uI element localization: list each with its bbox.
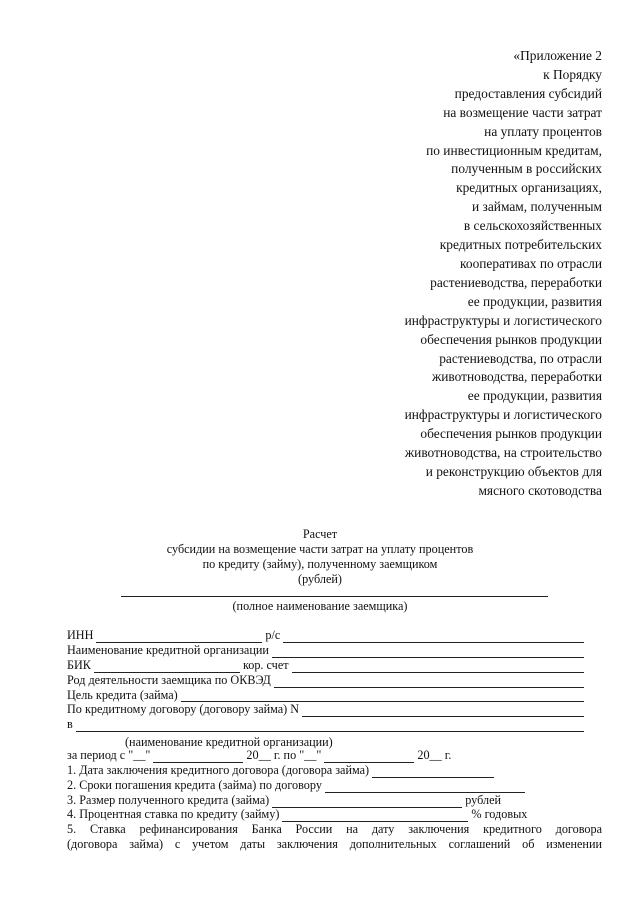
contract-row <box>67 702 587 717</box>
appendix-line: полученным в российских <box>451 161 602 177</box>
appendix-line: «Приложение 2 <box>513 48 602 63</box>
purpose-field[interactable] <box>181 690 584 702</box>
item-4-row <box>67 808 602 823</box>
inn-row <box>67 628 587 643</box>
item-2-label: 2. Сроки погашения кредита (займа) по договору <box>67 777 322 792</box>
item-1-row <box>67 763 602 778</box>
title-subtitle: субсидии на возмещение части затрат на уплату процентов <box>166 542 474 556</box>
item-5-line: 5. Ставка рефинансирования Банка России на дату заключения кредитного договора <box>67 822 602 837</box>
bank-field[interactable] <box>76 720 584 732</box>
appendix-line: кредитных организациях, <box>456 180 602 196</box>
contract-field[interactable] <box>302 705 584 717</box>
appendix-line: мясного скотоводства <box>478 482 602 498</box>
item-1-field[interactable] <box>372 766 494 778</box>
appendix-line: животноводства, переработки <box>431 369 602 385</box>
inn-field[interactable] <box>96 631 262 643</box>
purpose-label: Цель кредита (займа) <box>67 687 178 702</box>
bank-name-hint: (наименование кредитной организации) <box>125 735 333 749</box>
rs-label: р/с <box>265 627 281 642</box>
document-title <box>0 527 640 587</box>
appendix-header <box>332 47 602 501</box>
bik-field[interactable] <box>94 661 240 673</box>
appendix-line: в сельскохозяйственных <box>463 218 602 234</box>
kor-label: кор. счет <box>242 657 289 672</box>
bik-row <box>67 658 587 673</box>
appendix-line: кооперативах по отрасли <box>460 255 602 271</box>
appendix-line: растениеводства, переработки <box>430 274 602 290</box>
kor-field[interactable] <box>292 661 584 673</box>
calc-items <box>67 748 602 852</box>
item-4-label: 4. Процентная ставка по кредиту (займу) <box>67 807 280 822</box>
item-3-field[interactable] <box>272 796 462 808</box>
purpose-row <box>67 688 587 703</box>
inn-label: ИНН <box>67 627 94 642</box>
item-3-row <box>67 793 602 808</box>
appendix-line: растениеводства, по отрасли <box>439 350 602 366</box>
rs-field[interactable] <box>283 631 584 643</box>
period-row <box>67 748 602 763</box>
bank-name-row <box>67 643 587 658</box>
item-4-unit: % годовых <box>471 807 528 822</box>
appendix-line: предоставления субсидий <box>454 85 602 101</box>
period-end-month-field[interactable] <box>324 751 414 763</box>
title-subtitle: по кредиту (займу), полученному заемщиком <box>202 557 438 571</box>
appendix-line: обеспечения рынков продукции <box>420 426 602 442</box>
contract-label: По кредитному договору (договору займа) N <box>67 702 300 717</box>
period-middle: 20__ г. по "__" <box>246 747 322 762</box>
appendix-line: и займам, полученным <box>472 199 602 215</box>
item-1-label: 1. Дата заключения кредитного договора (договора займа) <box>67 762 370 777</box>
bank-name-label: Наименование кредитной организации <box>67 642 269 657</box>
item-2-row <box>67 778 602 793</box>
appendix-line: кредитных потребительских <box>439 237 602 253</box>
bank-row <box>67 717 587 732</box>
appendix-line: к Порядку <box>543 66 602 82</box>
appendix-line: по инвестиционным кредитам, <box>426 142 602 158</box>
item-5-line: (договора займа) с учетом даты заключения дополнительных соглашений об изменении <box>67 837 602 852</box>
in-label: в <box>67 717 73 732</box>
borrower-name-line[interactable] <box>121 596 548 597</box>
appendix-line: обеспечения рынков продукции <box>420 331 602 347</box>
okved-field[interactable] <box>274 676 584 688</box>
appendix-line: ее продукции, развития <box>467 388 602 404</box>
appendix-line: инфраструктуры и логистического <box>404 407 602 423</box>
title-line: Расчет <box>302 527 338 541</box>
bank-name-field[interactable] <box>272 646 584 658</box>
item-4-field[interactable] <box>282 810 468 822</box>
title-units: (рублей) <box>298 572 342 586</box>
bik-label: БИК <box>67 657 91 672</box>
appendix-line: инфраструктуры и логистического <box>404 312 602 328</box>
item-2-field[interactable] <box>325 781 525 793</box>
appendix-line: и реконструкцию объектов для <box>425 463 602 479</box>
period-suffix: 20__ г. <box>417 747 452 762</box>
period-prefix: за период с "__" <box>67 747 151 762</box>
appendix-line: на уплату процентов <box>484 123 602 139</box>
appendix-line: на возмещение части затрат <box>443 104 602 120</box>
appendix-line: ее продукции, развития <box>467 293 602 309</box>
item-3-unit: рублей <box>465 792 502 807</box>
borrower-name-hint: (полное наименование заемщика) <box>232 599 408 613</box>
form-fields <box>67 628 587 732</box>
appendix-line: животноводства, на строительство <box>404 445 602 461</box>
okved-label: Род деятельности заемщика по ОКВЭД <box>67 672 271 687</box>
period-start-month-field[interactable] <box>153 751 243 763</box>
okved-row <box>67 673 587 688</box>
item-3-label: 3. Размер полученного кредита (займа) <box>67 792 270 807</box>
